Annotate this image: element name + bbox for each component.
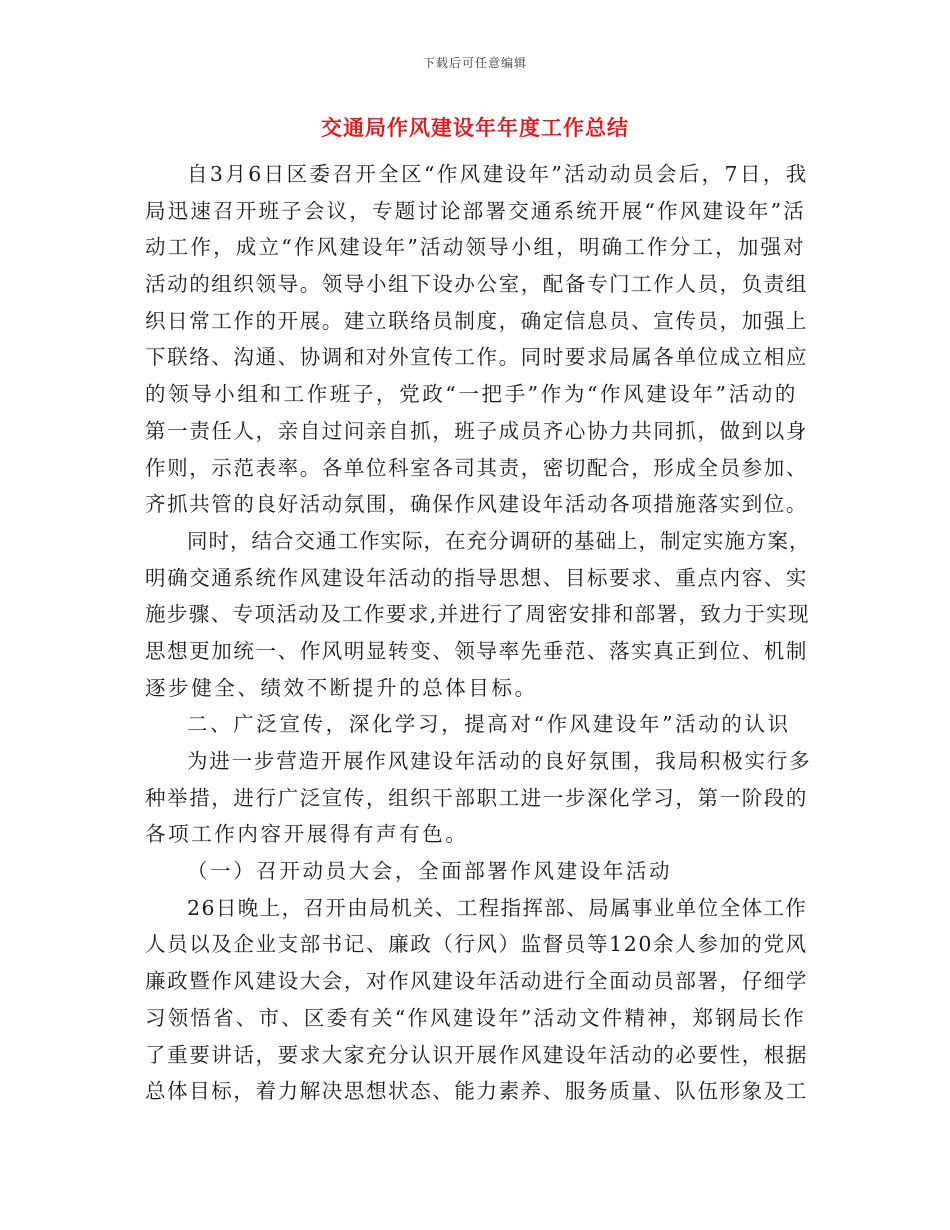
document-title: 交通局作风建设年年度工作总结 — [321, 116, 629, 140]
header-note: 下载后可任意编辑 — [422, 56, 527, 70]
body-line: 了重要讲话，要求大家充分认识开展作风建设年活动的必要性，根据 — [145, 1042, 808, 1067]
body-line: 自3月6日区委召开全区“作风建设年”活动动员会后，7日，我 — [187, 162, 809, 186]
body-line: 明确交通系统作风建设年活动的指导思想、目标要求、重点内容、实 — [145, 565, 808, 590]
body-line: 作则，示范表率。各单位科室各司其责，密切配合，形成全员参加、 — [145, 455, 808, 480]
body-line: 齐抓共管的良好活动氛围，确保作风建设年活动各项措施落实到位。 — [145, 492, 808, 517]
body-line: 各项工作内容开展得有声有色。 — [145, 822, 469, 847]
body-line: 织日常工作的开展。建立联络员制度，确定信息员、宣传员，加强上 — [145, 308, 808, 333]
body-line: 廉政暨作风建设大会，对作风建设年活动进行全面动员部署，仔细学 — [145, 969, 808, 994]
body-line: 的领导小组和工作班子，党政“一把手”作为“作风建设年”活动的 — [145, 382, 798, 407]
body-line: 思想更加统一、作风明显转变、领导率先垂范、落实真正到位、机制 — [145, 638, 808, 663]
body-line: 活动的组织领导。领导小组下设办公室，配备专门工作人员，负责组 — [145, 272, 808, 297]
body-line: 26日晚上，召开由局机关、工程指挥部、局属事业单位全体工作 — [187, 895, 808, 920]
body-line: 同时，结合交通工作实际，在充分调研的基础上，制定实施方案， — [187, 528, 811, 553]
body-line: 人员以及企业支部书记、廉政（行风）监督员等120余人参加的党风 — [145, 932, 808, 957]
body-line: （一）召开动员大会，全面部署作风建设年活动 — [187, 859, 673, 884]
body-line: 种举措，进行广泛宣传，组织干部职工进一步深化学习，第一阶段的 — [145, 785, 808, 810]
body-line: 第一责任人，亲自过问亲自抓，班子成员齐心协力共同抓，做到以身 — [145, 418, 808, 443]
body-line: 局迅速召开班子会议，专题讨论部署交通系统开展“作风建设年”活 — [145, 198, 806, 223]
body-line: 施步骤、专项活动及工作要求,并进行了周密安排和部署，致力于实现 — [145, 602, 810, 627]
body-line: 二、广泛宣传，深化学习，提高对“作风建设年”活动的认识 — [187, 712, 791, 737]
body-line: 为进一步营造开展作风建设年活动的良好氛围，我局积极实行多 — [187, 749, 811, 773]
document-body — [145, 156, 811, 1110]
body-line: 逐步健全、绩效不断提升的总体目标。 — [145, 675, 538, 700]
body-line: 习领悟省、市、区委有关“作风建设年”活动文件精神，郑钢局长作 — [145, 1005, 806, 1030]
body-line: 动工作，成立“作风建设年”活动领导小组，明确工作分工，加强对 — [145, 235, 806, 260]
body-line: 总体目标，着力解决思想状态、能力素养、服务质量、队伍形象及工 — [145, 1079, 808, 1104]
body-line: 下联络、沟通、协调和对外宣传工作。同时要求局属各单位成立相应 — [145, 345, 808, 370]
